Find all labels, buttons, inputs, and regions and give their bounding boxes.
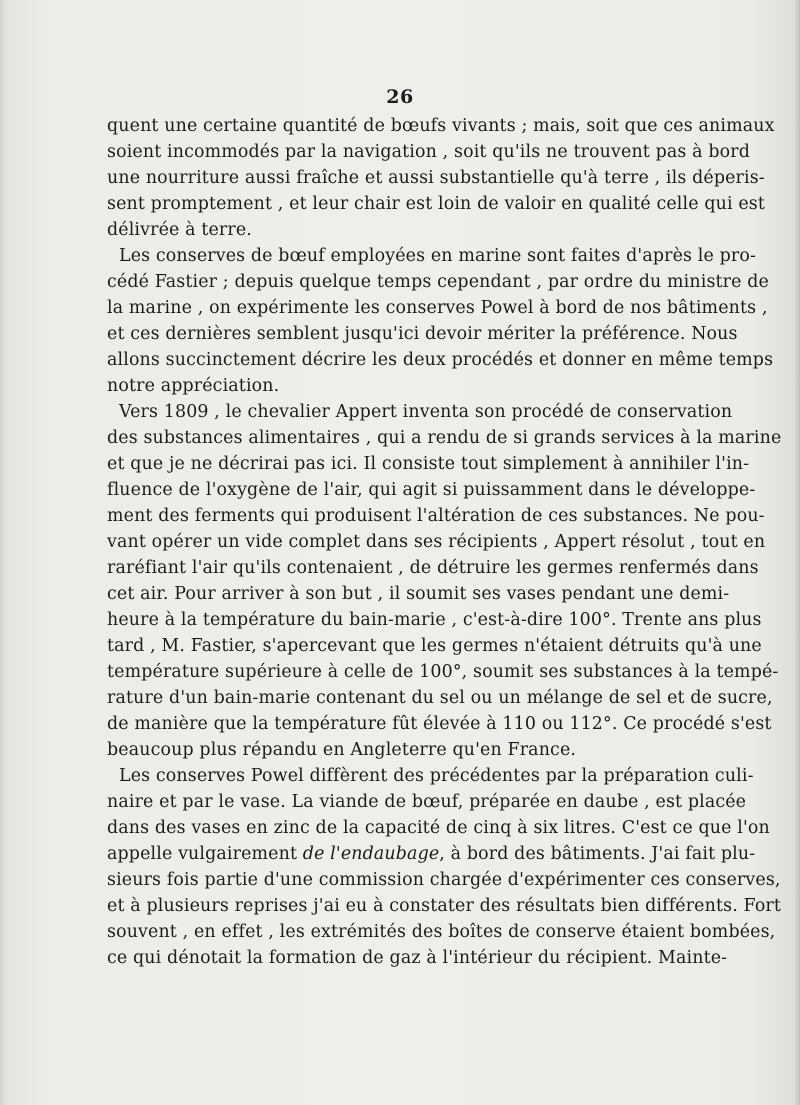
text-line: des substances alimentaires , qui a rendu de si grands services à la marine [107,428,782,448]
text-line: appelle vulgairement de l'endaubage, à bord des bâtiments. J'ai fait plu- [107,844,756,864]
text-line: sent promptement , et leur chair est loin de valoir en qualité celle qui est [107,194,766,214]
body-text [107,113,782,971]
italic-term: de l'endaubage [302,844,440,864]
text-line: délivrée à terre. [107,220,252,240]
paragraph [107,763,782,971]
text-line: ment des ferments qui produisent l'altération de ces substances. Ne pou- [107,506,765,526]
text-line: heure à la température du bain-marie , c'est-à-dire 100°. Trente ans plus [107,610,762,630]
text-line: raréfiant l'air qu'ils contenaient , de détruire les germes renfermés dans [107,558,759,578]
text-line: naire et par le vase. La viande de bœuf, préparée en daube , est placée [107,792,747,812]
page-number: 26 [386,86,414,108]
text-line: et à plusieurs reprises j'ai eu à constater des résultats bien différents. Fort [107,896,782,916]
text-line: vant opérer un vide complet dans ses récipients , Appert résolut , tout en [107,532,766,552]
paragraph [107,243,774,399]
paragraph [107,113,775,243]
text-line: et ces dernières semblent jusqu'ici devoir mériter la préférence. Nous [107,324,738,344]
paragraph [107,399,782,763]
text-line: fluence de l'oxygène de l'air, qui agit si puissamment dans le développe- [107,480,756,500]
text-line: tard , M. Fastier, s'apercevant que les germes n'étaient détruits qu'à une [107,636,762,656]
text-line: sieurs fois partie d'une commission chargée d'expérimenter ces conserves, [107,870,781,890]
text-line: beaucoup plus répandu en Angleterre qu'en France. [107,740,577,760]
text-line: Les conserves de bœuf employées en marine sont faites d'après le pro- [119,246,757,266]
text-line: soient incommodés par la navigation , soit qu'ils ne trouvent pas à bord [107,142,751,162]
text-line: ce qui dénotait la formation de gaz à l'intérieur du récipient. Mainte- [107,948,728,968]
text-line: de manière que la température fût élevée à 110 ou 112°. Ce procédé s'est [107,714,772,734]
text-line: Vers 1809 , le chevalier Appert inventa son procédé de conservation [119,402,733,422]
text-line: cédé Fastier ; depuis quelque temps cependant , par ordre du ministre de [107,272,769,292]
text-line: température supérieure à celle de 100°, soumit ses substances à la tempé- [107,662,779,682]
text-line: une nourriture aussi fraîche et aussi substantielle qu'à terre , ils déperis- [107,168,765,188]
text-line: quent une certaine quantité de bœufs vivants ; mais, soit que ces animaux [107,116,775,136]
text-line: Les conserves Powel diffèrent des précédentes par la préparation culi- [119,766,754,786]
text-line: souvent , en effet , les extrémités des boîtes de conserve étaient bombées, [107,922,776,942]
text-line: notre appréciation. [107,376,280,396]
page-edge-shadow-left [0,0,6,1105]
text-line: cet air. Pour arriver à son but , il soumit ses vases pendant une demi- [107,584,730,604]
text-line: et que je ne décrirai pas ici. Il consiste tout simplement à annihiler l'in- [107,454,750,474]
text-line: la marine , on expérimente les conserves Powel à bord de nos bâtiments , [107,298,768,318]
page-edge-shadow-right [794,0,800,1105]
text-line: rature d'un bain-marie contenant du sel ou un mélange de sel et de sucre, [107,688,773,708]
text-line: dans des vases en zinc de la capacité de cinq à six litres. C'est ce que l'on [107,818,770,838]
text-line: allons succinctement décrire les deux procédés et donner en même temps [107,350,774,370]
